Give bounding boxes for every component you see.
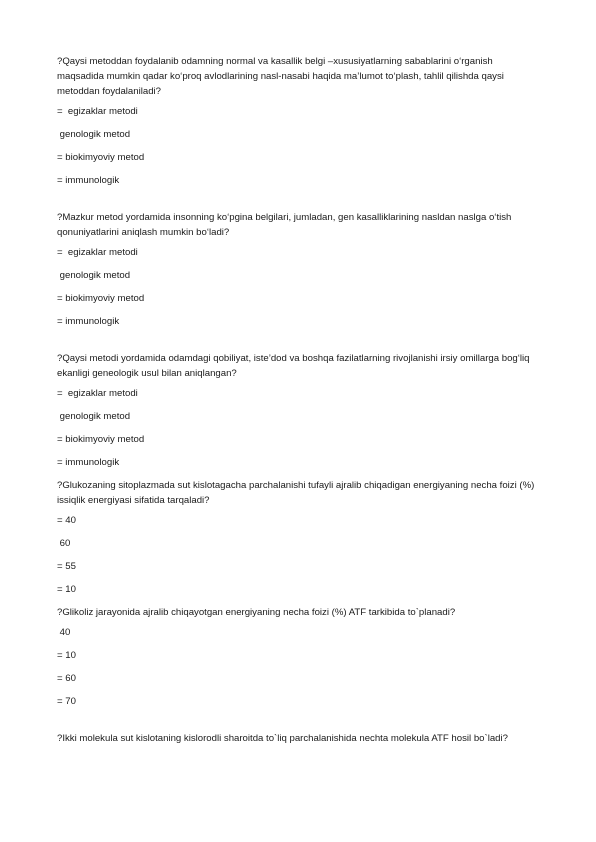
answer-option: = 70 [57,696,76,707]
answer-option: = 10 [57,584,76,595]
answer-option: genologik metod [57,411,131,422]
question-text: ?Qaysi metoddan foydalanib odamning normal va kasallik belgi –xususiyatlarning sabablarini o‘rganish maqsadida mumkin qadar ko‘proq avlodlarining nasl-nasabi haqida ma’lumot to‘plash, tahlil qilishda qaysi metoddan foydalaniladi? [57,56,504,97]
question-text: ?Glukozaning sitoplazmada sut kislotagacha parchalanishi tufayli ajralib chiqadigan energiyaning necha foizi (%) issiqlik energiyasi sifatida tarqaladi? [57,480,535,506]
answer-option: 60 [57,538,71,549]
answer-option: = immunologik [57,175,120,186]
spacer [57,337,541,351]
answer-option: = immunologik [57,316,120,327]
question-block [57,478,541,597]
answer-option: = 10 [57,650,76,661]
answer-option: genologik metod [57,129,131,140]
question-text: ?Mazkur metod yordamida insonning ko‘pgina belgilari, jumladan, gen kasalliklarining nasldan naslga o‘tish qonuniyatlarini aniqlash mumkin bo‘ladi? [57,212,512,238]
answer-option: = 60 [57,673,76,684]
answer-option: = 40 [57,515,76,526]
spacer [57,717,541,731]
question-text: ?Glikoliz jarayonida ajralib chiqayotgan energiyaning necha foizi (%) ATF tarkibida to`planadi? [57,607,456,618]
question-block [57,351,541,470]
answer-option: = biokimyoviy metod [57,152,145,163]
question-text: ?Qaysi metodi yordamida odamdagi qobiliyat, iste’dod va boshqa fazilatlarning rivojlanishi irsiy omillarga bog‘liq ekanligi geneologik usul bilan aniqlangan? [57,353,530,379]
answer-option: = 55 [57,561,76,572]
question-text: ?Ikki molekula sut kislotaning kislorodli sharoitda to`liq parchalanishida nechta molekula ATF hosil bo`ladi? [57,733,508,744]
spacer [57,196,541,210]
answer-option: 40 [57,627,71,638]
answer-option: = egizaklar metodi [57,106,138,117]
answer-option: = egizaklar metodi [57,247,138,258]
question-block [57,605,541,709]
answer-option: = egizaklar metodi [57,388,138,399]
answer-option: = immunologik [57,457,120,468]
question-block [57,210,541,329]
question-block [57,54,541,188]
question-block [57,731,541,746]
document-body [57,54,541,751]
answer-option: = biokimyoviy metod [57,293,145,304]
answer-option: genologik metod [57,270,131,281]
answer-option: = biokimyoviy metod [57,434,145,445]
